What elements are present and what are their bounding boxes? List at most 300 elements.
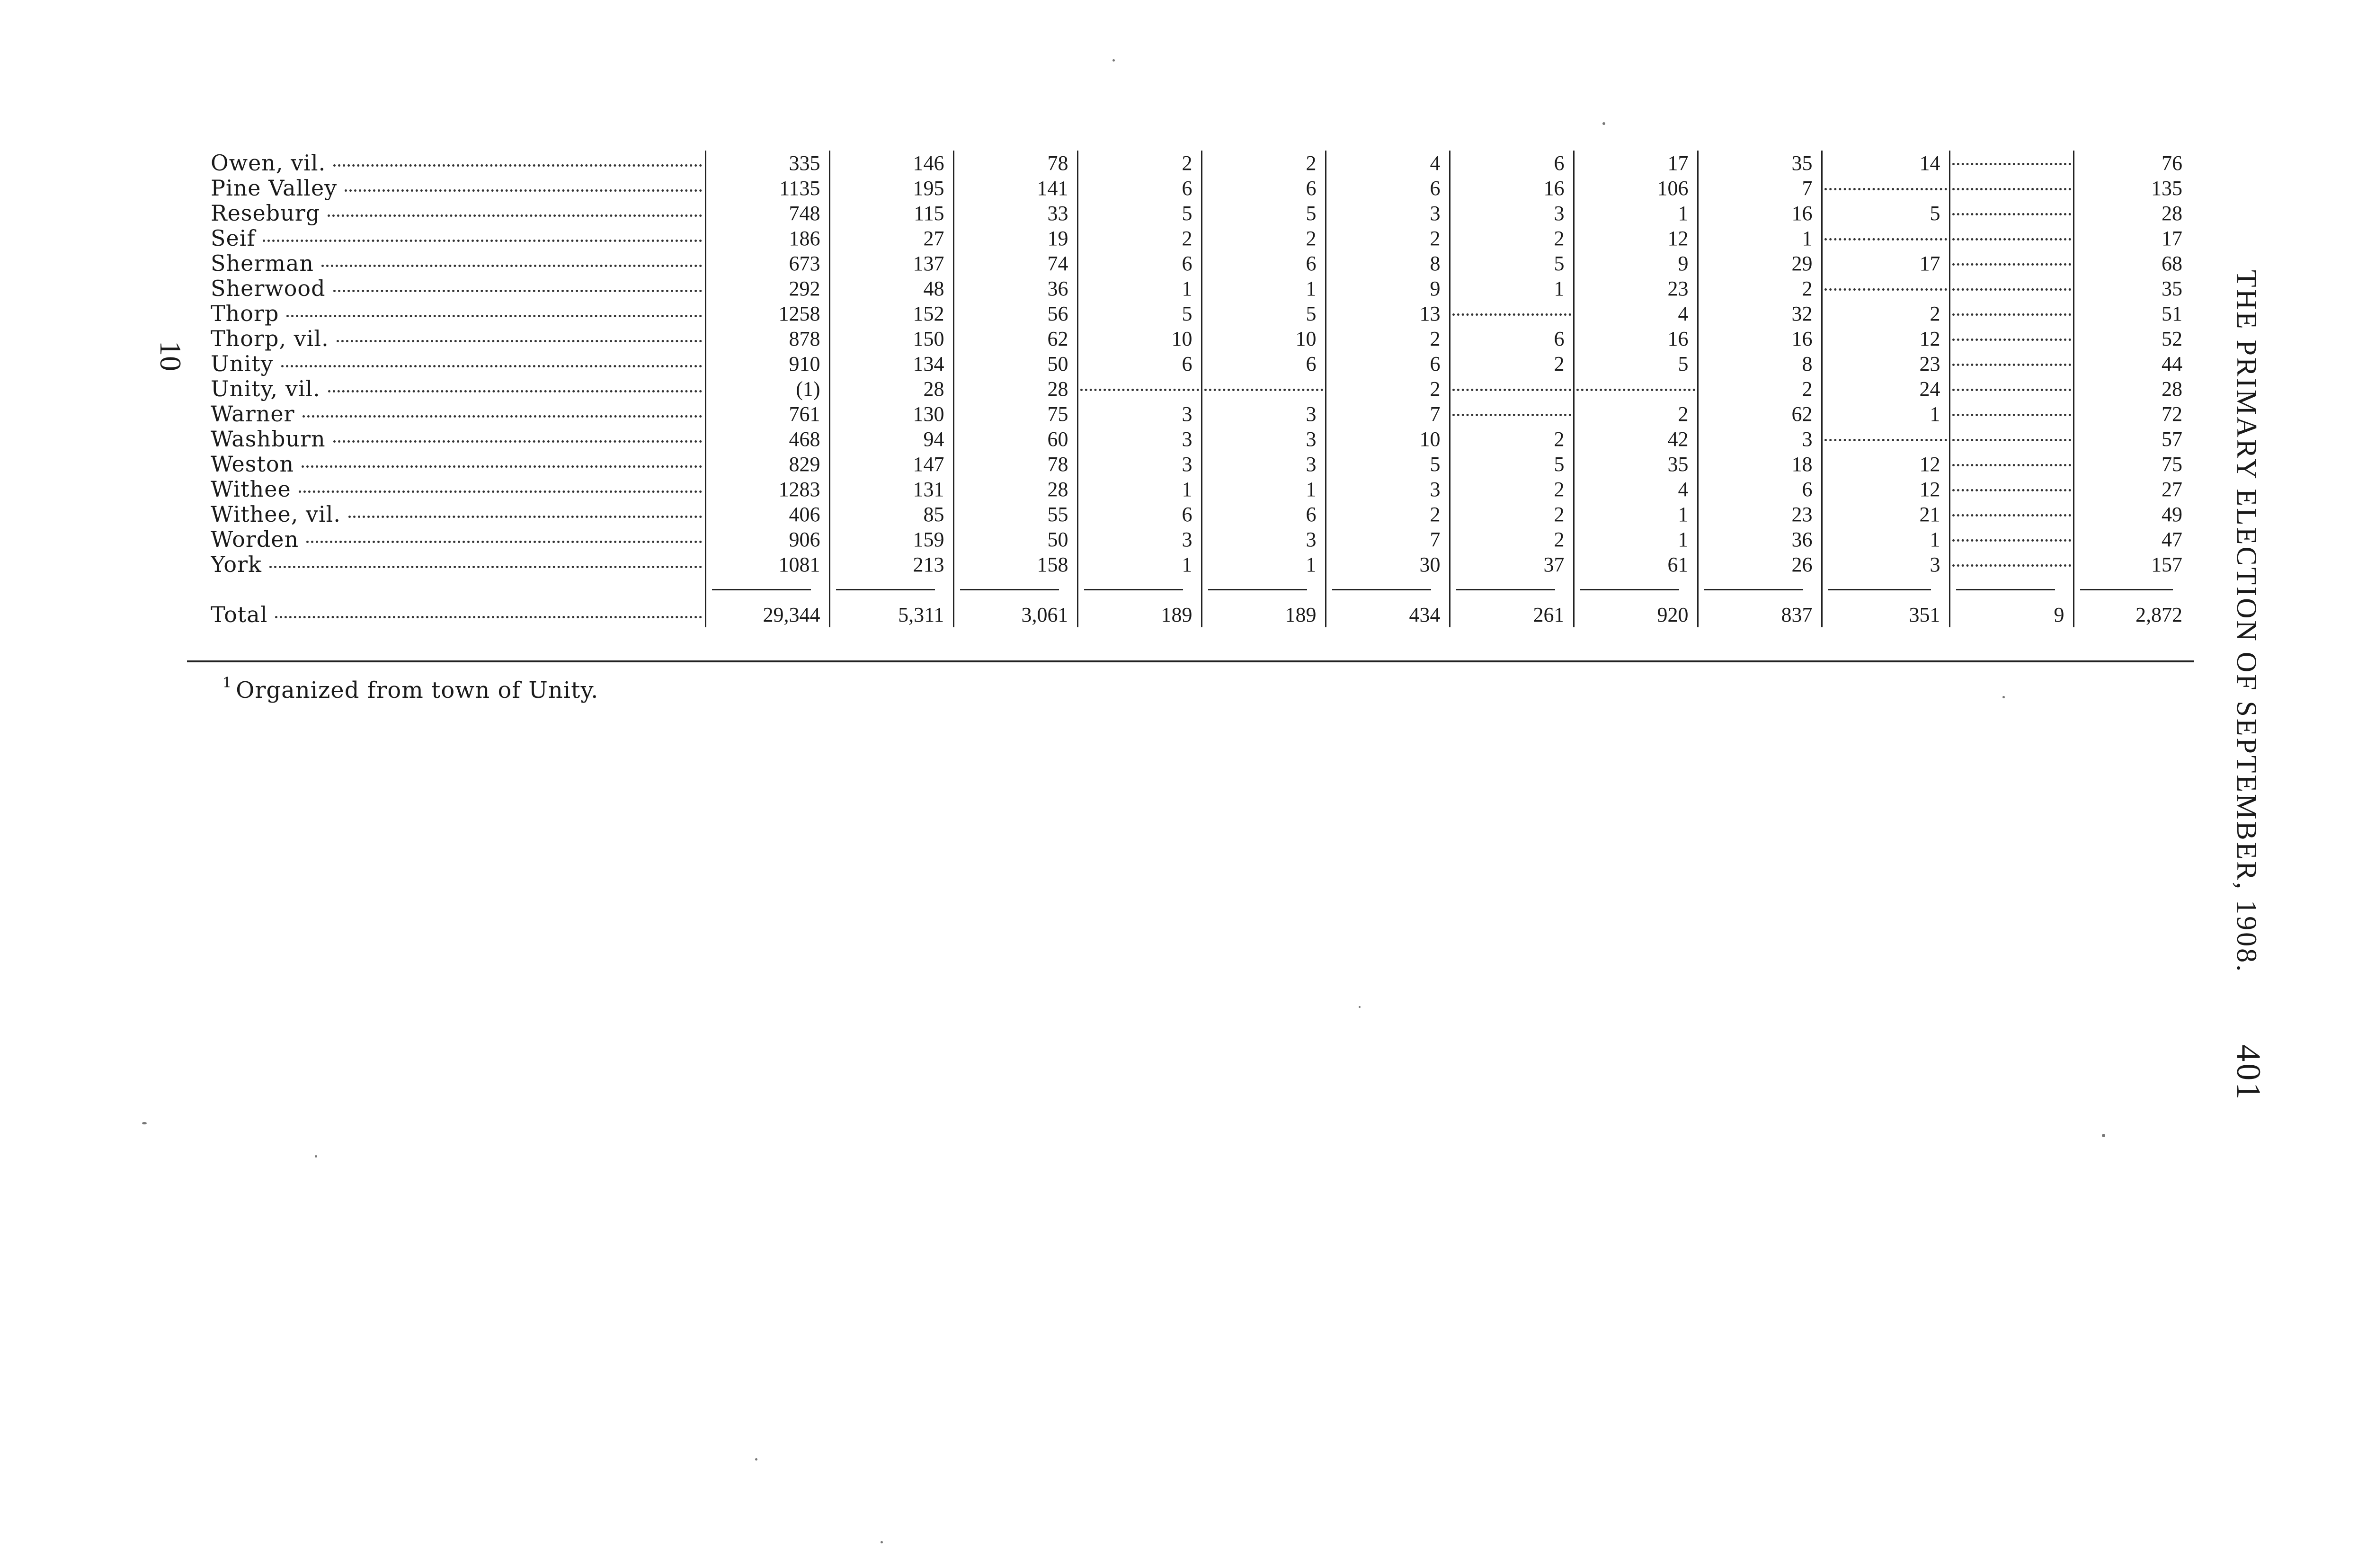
value-cell: 2 <box>1201 226 1326 251</box>
sum-rule <box>1956 589 2055 590</box>
row-name: Unity, vil. <box>211 376 325 401</box>
value-cell: 7 <box>1326 527 1450 552</box>
row-name-cell <box>211 251 705 276</box>
value-cell: 17 <box>2073 226 2191 251</box>
value-cell: 36 <box>1698 527 1822 552</box>
value-cell: 5 <box>1574 351 1698 376</box>
empty-cell <box>1949 427 2073 452</box>
value-cell: 3 <box>1698 427 1822 452</box>
value-cell: 78 <box>953 452 1077 477</box>
value-cell: 115 <box>829 201 953 226</box>
row-name-cell <box>211 351 705 376</box>
empty-cell <box>1949 452 2073 477</box>
value-cell: 6 <box>1077 176 1201 201</box>
value-cell: 6 <box>1077 351 1201 376</box>
rule-cell <box>1077 577 1201 602</box>
dot-leader <box>299 490 702 493</box>
value-cell: 1 <box>1822 527 1949 552</box>
row-name-cell <box>211 401 705 427</box>
value-cell: 2 <box>1077 151 1201 176</box>
value-cell: 1 <box>1698 226 1822 251</box>
value-cell: 3 <box>1201 427 1326 452</box>
row-name: York <box>211 552 267 577</box>
total-label: Total <box>211 602 272 627</box>
row-name-cell <box>211 452 705 477</box>
empty-cell <box>1949 226 2073 251</box>
row-name-cell <box>211 151 705 176</box>
value-cell: 1 <box>1077 276 1201 301</box>
row-name: Weston <box>211 452 299 477</box>
table-row <box>211 176 2191 201</box>
running-head <box>2230 270 2268 1169</box>
value-cell: 3 <box>1077 452 1201 477</box>
value-cell: 6 <box>1201 251 1326 276</box>
row-name: Washburn <box>211 427 330 452</box>
value-cell: 3,061 <box>953 602 1077 627</box>
empty-cell <box>1574 376 1698 401</box>
row-name-cell <box>211 226 705 251</box>
dot-leader <box>275 616 702 618</box>
value-cell: 2 <box>1326 226 1450 251</box>
value-cell: 2 <box>1326 502 1450 527</box>
empty-cell <box>1822 226 1949 251</box>
value-cell: 35 <box>2073 276 2191 301</box>
value-cell: 2 <box>1201 151 1326 176</box>
value-cell: 56 <box>953 301 1077 326</box>
dot-leader <box>1824 188 1947 190</box>
dot-leader <box>1952 163 2071 165</box>
value-cell: 19 <box>953 226 1077 251</box>
table-row <box>211 151 2191 176</box>
value-cell: 6 <box>1326 351 1450 376</box>
value-cell: 147 <box>829 452 953 477</box>
value-cell: 26 <box>1698 552 1822 577</box>
dot-leader <box>269 566 702 568</box>
value-cell: 1 <box>1574 201 1698 226</box>
table-row <box>211 226 2191 251</box>
dot-leader <box>1952 263 2071 266</box>
value-cell: 16 <box>1698 326 1822 351</box>
footnote-marker: 1 <box>222 675 232 691</box>
table-row <box>211 201 2191 226</box>
value-cell: 351 <box>1822 602 1949 627</box>
value-cell: 1 <box>1450 276 1574 301</box>
sum-rule <box>2080 589 2173 590</box>
dot-leader <box>328 214 702 217</box>
dot-leader <box>281 365 702 367</box>
dot-leader <box>286 315 702 317</box>
sum-rule <box>1456 589 1555 590</box>
dot-leader <box>1452 389 1571 391</box>
value-cell: 2 <box>1326 376 1450 401</box>
row-name: Owen, vil. <box>211 151 330 176</box>
value-cell: 2,872 <box>2073 602 2191 627</box>
value-cell: 5,311 <box>829 602 953 627</box>
value-cell: 6 <box>1698 477 1822 502</box>
row-name: Unity <box>211 351 278 376</box>
row-name-cell <box>211 502 705 527</box>
value-cell: 42 <box>1574 427 1698 452</box>
dot-leader <box>1952 364 2071 366</box>
paper-speck <box>881 1541 883 1543</box>
value-cell: 189 <box>1201 602 1326 627</box>
dot-leader <box>333 164 702 167</box>
row-name-wrap <box>211 477 702 502</box>
rule-cell <box>1450 577 1574 602</box>
table-row <box>211 276 2191 301</box>
empty-cell <box>1949 276 2073 301</box>
value-cell: 1 <box>1822 401 1949 427</box>
dot-leader <box>303 415 702 418</box>
value-cell: 5 <box>1077 201 1201 226</box>
empty-cell <box>1822 176 1949 201</box>
value-cell: 36 <box>953 276 1077 301</box>
empty-cell <box>1450 301 1574 326</box>
value-cell: 906 <box>705 527 829 552</box>
value-cell: 2 <box>1450 527 1574 552</box>
value-cell: 2 <box>1450 427 1574 452</box>
dot-leader <box>1576 389 1695 391</box>
empty-cell <box>1822 427 1949 452</box>
value-cell: 5 <box>1450 452 1574 477</box>
value-cell: 29,344 <box>705 602 829 627</box>
row-name: Sherwood <box>211 276 330 301</box>
row-name-wrap <box>211 527 702 552</box>
value-cell: 49 <box>2073 502 2191 527</box>
value-cell: 57 <box>2073 427 2191 452</box>
row-name-wrap <box>211 351 702 376</box>
row-name-wrap <box>211 427 702 452</box>
empty-cell <box>1077 376 1201 401</box>
row-name: Thorp, vil. <box>211 326 334 351</box>
paper-speck <box>1112 59 1115 62</box>
sum-rule <box>836 589 935 590</box>
sum-rule <box>712 589 811 590</box>
value-cell: 8 <box>1326 251 1450 276</box>
dot-leader <box>1824 439 1947 441</box>
sum-rule <box>1332 589 1431 590</box>
value-cell: 4 <box>1574 301 1698 326</box>
dot-leader <box>337 340 702 342</box>
dot-leader <box>1952 414 2071 416</box>
dot-leader <box>1952 564 2071 567</box>
empty-cell <box>1949 351 2073 376</box>
value-cell: 16 <box>1450 176 1574 201</box>
value-cell: 3 <box>1201 401 1326 427</box>
dot-leader <box>328 390 702 392</box>
row-name-wrap <box>211 452 702 477</box>
value-cell: 72 <box>2073 401 2191 427</box>
rule-cell <box>1326 577 1450 602</box>
rule-cell <box>1698 577 1822 602</box>
value-cell: 335 <box>705 151 829 176</box>
row-name-cell <box>211 201 705 226</box>
value-cell: 186 <box>705 226 829 251</box>
value-cell: 62 <box>953 326 1077 351</box>
table-row <box>211 326 2191 351</box>
row-name-wrap <box>211 401 702 427</box>
value-cell: 829 <box>705 452 829 477</box>
page-number: 401 <box>2230 1044 2268 1102</box>
value-cell: 12 <box>1822 477 1949 502</box>
sum-rule <box>960 589 1059 590</box>
dot-leader <box>1952 238 2071 241</box>
value-cell: 24 <box>1822 376 1949 401</box>
total-row <box>211 602 2191 627</box>
value-cell: 5 <box>1201 301 1326 326</box>
value-cell: 14 <box>1822 151 1949 176</box>
rule-cell <box>1949 577 2073 602</box>
row-name: Thorp <box>211 301 284 326</box>
value-cell: 68 <box>2073 251 2191 276</box>
value-cell: 261 <box>1450 602 1574 627</box>
rule-cell <box>829 577 953 602</box>
value-cell: 292 <box>705 276 829 301</box>
dot-leader <box>1952 489 2071 491</box>
value-cell: 23 <box>1698 502 1822 527</box>
value-cell: 130 <box>829 401 953 427</box>
value-cell: 28 <box>953 477 1077 502</box>
value-cell: 2 <box>1326 326 1450 351</box>
dot-leader <box>1952 339 2071 341</box>
value-cell: 837 <box>1698 602 1822 627</box>
table-row <box>211 351 2191 376</box>
row-name-wrap <box>211 276 702 301</box>
dot-leader <box>333 440 702 443</box>
value-cell: 12 <box>1822 326 1949 351</box>
table-row <box>211 301 2191 326</box>
value-cell: 131 <box>829 477 953 502</box>
value-cell: 761 <box>705 401 829 427</box>
row-name: Withee, vil. <box>211 502 346 527</box>
row-name: Reseburg <box>211 201 325 226</box>
sum-rule <box>1580 589 1679 590</box>
value-cell: 5 <box>1201 201 1326 226</box>
dot-leader <box>345 189 702 192</box>
dot-leader <box>333 290 702 292</box>
value-cell: 28 <box>953 376 1077 401</box>
table-row <box>211 477 2191 502</box>
value-cell: 2 <box>1077 226 1201 251</box>
sum-rule <box>1828 589 1931 590</box>
empty-cell <box>1949 176 2073 201</box>
value-cell: 18 <box>1698 452 1822 477</box>
value-cell: 195 <box>829 176 953 201</box>
value-cell: 85 <box>829 502 953 527</box>
value-cell: 150 <box>829 326 953 351</box>
value-cell: 1283 <box>705 477 829 502</box>
value-cell: 60 <box>953 427 1077 452</box>
row-name-wrap <box>211 251 702 276</box>
dot-leader <box>1824 238 1947 241</box>
row-name-cell <box>211 527 705 552</box>
value-cell: 37 <box>1450 552 1574 577</box>
value-cell: 9 <box>1574 251 1698 276</box>
value-cell: 1258 <box>705 301 829 326</box>
value-cell: 106 <box>1574 176 1698 201</box>
rule-cell <box>2073 577 2191 602</box>
value-cell: 468 <box>705 427 829 452</box>
value-cell: 406 <box>705 502 829 527</box>
dot-leader <box>1824 288 1947 291</box>
value-cell: 434 <box>1326 602 1450 627</box>
value-cell: 2 <box>1450 502 1574 527</box>
value-cell: 17 <box>1822 251 1949 276</box>
row-name-wrap <box>211 376 702 401</box>
paper-speck <box>755 1458 757 1461</box>
value-cell: 6 <box>1201 351 1326 376</box>
value-cell: 1 <box>1201 276 1326 301</box>
footnote-text: Organized from town of Unity. <box>236 677 599 704</box>
value-cell: 4 <box>1326 151 1450 176</box>
running-head-title: THE PRIMARY ELECTION OF SEPTEMBER, 1908. <box>2231 270 2262 974</box>
rule-cell <box>953 577 1077 602</box>
row-name: Pine Valley <box>211 176 342 201</box>
value-cell: 3 <box>1201 452 1326 477</box>
row-name-wrap <box>211 151 702 176</box>
total-rule-row <box>211 577 2191 602</box>
value-cell: 2 <box>1574 401 1698 427</box>
value-cell: 5 <box>1077 301 1201 326</box>
value-cell: 3 <box>1450 201 1574 226</box>
value-cell: 33 <box>953 201 1077 226</box>
value-cell: 8 <box>1698 351 1822 376</box>
dot-leader <box>1952 514 2071 517</box>
value-cell: 10 <box>1077 326 1201 351</box>
value-cell: 23 <box>1822 351 1949 376</box>
value-cell: 673 <box>705 251 829 276</box>
value-cell: 3 <box>1326 477 1450 502</box>
dot-leader <box>1452 313 1571 316</box>
value-cell: 27 <box>829 226 953 251</box>
value-cell: 35 <box>1698 151 1822 176</box>
value-cell: 213 <box>829 552 953 577</box>
value-cell: 7 <box>1326 401 1450 427</box>
row-name: Withee <box>211 477 296 502</box>
value-cell: 12 <box>1822 452 1949 477</box>
value-cell: 3 <box>1077 401 1201 427</box>
value-cell: 152 <box>829 301 953 326</box>
table-row <box>211 527 2191 552</box>
row-name-wrap <box>211 326 702 351</box>
value-cell: 10 <box>1326 427 1450 452</box>
value-cell: 2 <box>1698 376 1822 401</box>
election-results-table <box>211 151 2191 627</box>
empty-cell <box>1450 376 1574 401</box>
value-cell: 1 <box>1574 527 1698 552</box>
value-cell: 6 <box>1450 151 1574 176</box>
row-name: Sherman <box>211 251 319 276</box>
empty-cell <box>1822 276 1949 301</box>
dot-leader <box>1952 288 2071 291</box>
empty-cell <box>1949 151 2073 176</box>
value-cell: 3 <box>1822 552 1949 577</box>
table-row <box>211 376 2191 401</box>
dot-leader <box>1952 539 2071 542</box>
empty-cell <box>1949 527 2073 552</box>
value-cell: 16 <box>1698 201 1822 226</box>
empty-cell <box>1949 552 2073 577</box>
value-cell: 6 <box>1201 502 1326 527</box>
row-name-wrap <box>211 552 702 577</box>
row-name-cell <box>211 276 705 301</box>
value-cell: 9 <box>1326 276 1450 301</box>
value-cell: 1 <box>1201 552 1326 577</box>
value-cell: 94 <box>829 427 953 452</box>
dot-leader <box>263 240 702 242</box>
dot-leader <box>1452 414 1571 416</box>
value-cell: 6 <box>1077 251 1201 276</box>
value-cell: 27 <box>2073 477 2191 502</box>
row-name-wrap <box>211 226 702 251</box>
value-cell: 61 <box>1574 552 1698 577</box>
value-cell: 134 <box>829 351 953 376</box>
value-cell: 5 <box>1822 201 1949 226</box>
value-cell: 2 <box>1450 477 1574 502</box>
value-cell: 29 <box>1698 251 1822 276</box>
value-cell: 52 <box>2073 326 2191 351</box>
dot-leader <box>1952 313 2071 316</box>
dot-leader <box>1952 439 2071 441</box>
value-cell: 2 <box>1822 301 1949 326</box>
empty-cell <box>1949 301 2073 326</box>
rule-cell <box>1574 577 1698 602</box>
value-cell: 1 <box>1077 552 1201 577</box>
value-cell: 6 <box>1326 176 1450 201</box>
table-row <box>211 552 2191 577</box>
empty-cell <box>1949 251 2073 276</box>
value-cell: 74 <box>953 251 1077 276</box>
value-cell: 2 <box>1450 226 1574 251</box>
table-row <box>211 427 2191 452</box>
value-cell: 35 <box>1574 452 1698 477</box>
value-cell: 1 <box>1574 502 1698 527</box>
value-cell: 2 <box>1698 276 1822 301</box>
table-row <box>211 502 2191 527</box>
value-cell: 6 <box>1201 176 1326 201</box>
value-cell: 146 <box>829 151 953 176</box>
dot-leader <box>302 465 702 468</box>
value-cell: 2 <box>1450 351 1574 376</box>
rule-cell <box>1822 577 1949 602</box>
value-cell: 30 <box>1326 552 1450 577</box>
value-cell: 3 <box>1326 201 1450 226</box>
table-row <box>211 251 2191 276</box>
row-name-cell <box>211 427 705 452</box>
value-cell: 6 <box>1077 502 1201 527</box>
dot-leader <box>348 516 702 518</box>
value-cell: 48 <box>829 276 953 301</box>
row-name-cell <box>211 552 705 577</box>
row-name: Warner <box>211 401 300 427</box>
row-name-cell <box>211 301 705 326</box>
dot-leader <box>1952 213 2071 215</box>
value-cell: 135 <box>2073 176 2191 201</box>
row-name-wrap <box>211 201 702 226</box>
paper-speck <box>2102 1134 2105 1137</box>
value-cell: 910 <box>705 351 829 376</box>
empty-cell <box>1949 502 2073 527</box>
row-name-wrap <box>211 301 702 326</box>
value-cell: 62 <box>1698 401 1822 427</box>
value-cell: 28 <box>2073 201 2191 226</box>
value-cell: 748 <box>705 201 829 226</box>
dot-leader <box>1204 389 1323 391</box>
value-cell: 5 <box>1450 251 1574 276</box>
sum-rule <box>1084 589 1183 590</box>
empty-cell <box>1949 201 2073 226</box>
value-cell: 76 <box>2073 151 2191 176</box>
